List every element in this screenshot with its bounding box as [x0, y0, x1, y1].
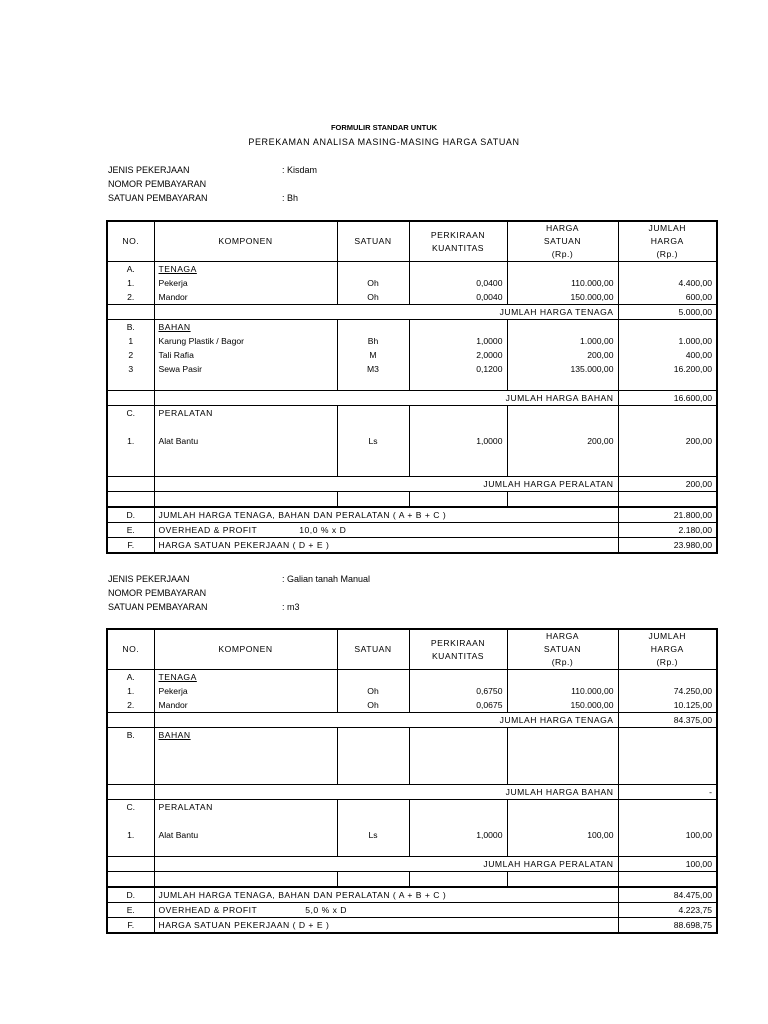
- table-row: [107, 462, 717, 477]
- header-no: NO.: [107, 221, 154, 262]
- value-jenis-pekerjaan: : Kisdam: [282, 165, 318, 175]
- table-row: 3 Sewa Pasir M3 0,1200 135.000,00 16.200,00: [107, 362, 717, 376]
- table-row: A. TENAGA: [107, 262, 717, 277]
- table-row: A. TENAGA: [107, 670, 717, 685]
- header-satuan: SATUAN: [337, 221, 409, 262]
- table-row: 1 Karung Plastik / Bagor Bh 1,0000 1.000,00 1.000,00: [107, 334, 717, 348]
- subtotal-tenaga-row: JUMLAH HARGA TENAGA 84.375,00: [107, 713, 717, 728]
- harga-satuan-f-row: F. HARGA SATUAN PEKERJAAN ( D + E ) 88.698,75: [107, 918, 717, 934]
- table-row: B. BAHAN: [107, 320, 717, 335]
- value-satuan-pembayaran: : Bh: [282, 193, 299, 203]
- table-row: 2 Tali Rafia M 2,0000 200,00 400,00: [107, 348, 717, 362]
- header-komponen: KOMPONEN: [154, 221, 337, 262]
- label-satuan-pembayaran-2: SATUAN PEMBAYARAN: [108, 602, 208, 612]
- table-row: [107, 742, 717, 756]
- subtotal-bahan-row: JUMLAH HARGA BAHAN -: [107, 785, 717, 800]
- total-d-row: D. JUMLAH HARGA TENAGA, BAHAN DAN PERALATAN ( A + B + C ) 21.800,00: [107, 507, 717, 523]
- table-row: 1. Pekerja Oh 0,0400 110.000,00 4.400,00: [107, 276, 717, 290]
- subtotal-tenaga-row: JUMLAH HARGA TENAGA 5.000,00: [107, 305, 717, 320]
- table-row: 1. Pekerja Oh 0,6750 110.000,00 74.250,00: [107, 684, 717, 698]
- label-nomor-pembayaran-2: NOMOR PEMBAYARAN: [108, 588, 207, 598]
- table-row: C. PERALATAN: [107, 406, 717, 421]
- table-row: [107, 770, 717, 785]
- total-d-row: D. JUMLAH HARGA TENAGA, BAHAN DAN PERALATAN ( A + B + C ) 84.475,00: [107, 887, 717, 903]
- table-row: 1. Alat Bantu Ls 1,0000 200,00 200,00: [107, 434, 717, 448]
- label-jenis-pekerjaan: JENIS PEKERJAAN: [108, 165, 190, 175]
- table-row: [107, 448, 717, 462]
- table-row: 1. Alat Bantu Ls 1,0000 100,00 100,00: [107, 828, 717, 842]
- table-row: [107, 814, 717, 828]
- analysis-table-2: [106, 628, 718, 934]
- subtotal-peralatan-row: JUMLAH HARGA PERALATAN 100,00: [107, 857, 717, 872]
- label-jenis-pekerjaan-2: JENIS PEKERJAAN: [108, 574, 190, 584]
- table-header-row: NO. KOMPONEN SATUAN PERKIRAAN KUANTITAS HARGA SATUAN (Rp.) JUMLAH HARGA (Rp.): [107, 629, 717, 670]
- section-bahan-label: BAHAN: [154, 320, 337, 335]
- value-satuan-pembayaran-2: : m3: [282, 602, 300, 612]
- section-peralatan-label: PERALATAN: [154, 406, 337, 421]
- form-title: FORMULIR STANDAR UNTUK: [330, 123, 438, 132]
- subtotal-peralatan-row: JUMLAH HARGA PERALATAN 200,00: [107, 477, 717, 492]
- table-row: B. BAHAN: [107, 728, 717, 743]
- overhead-e-row: E. OVERHEAD & PROFIT 10,0 % x D 2.180,00: [107, 523, 717, 538]
- subtotal-bahan-row: JUMLAH HARGA BAHAN 16.600,00: [107, 391, 717, 406]
- table-row: [107, 492, 717, 508]
- section-tenaga-label: TENAGA: [154, 262, 337, 277]
- table-row: [107, 842, 717, 857]
- header-kuantitas: PERKIRAAN KUANTITAS: [409, 221, 507, 262]
- table-row: 2. Mandor Oh 0,0675 150.000,00 10.125,00: [107, 698, 717, 713]
- table-header-row: [107, 221, 717, 262]
- overhead-e-row: E. OVERHEAD & PROFIT 5,0 % x D 4.223,75: [107, 903, 717, 918]
- header-jumlah-harga: JUMLAH HARGA (Rp.): [618, 221, 717, 262]
- table-row: 2. Mandor Oh 0,0040 150.000,00 600,00: [107, 290, 717, 305]
- value-jenis-pekerjaan-2: : Galian tanah Manual: [282, 574, 371, 584]
- table-row: C. PERALATAN: [107, 800, 717, 815]
- header-harga-satuan: HARGA SATUAN (Rp.): [507, 221, 618, 262]
- table-row: [107, 756, 717, 770]
- analysis-table-1: [106, 220, 718, 554]
- label-nomor-pembayaran: NOMOR PEMBAYARAN: [108, 179, 207, 189]
- table-row: [107, 376, 717, 391]
- table-row: [107, 420, 717, 434]
- table-row: [107, 872, 717, 888]
- label-satuan-pembayaran: SATUAN PEMBAYARAN: [108, 193, 208, 203]
- form-subtitle: PEREKAMAN ANALISA MASING-MASING HARGA SATUAN: [248, 137, 520, 147]
- harga-satuan-f-row: F. HARGA SATUAN PEKERJAAN ( D + E ) 23.980,00: [107, 538, 717, 554]
